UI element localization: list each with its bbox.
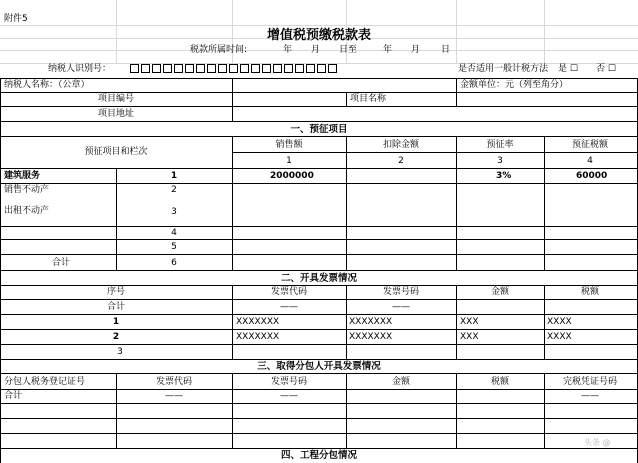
taxpayer-name-label: 纳税人名称：（公章） xyxy=(4,80,90,90)
sub-total-label: 合计 xyxy=(4,391,23,401)
section-prepay-title: 一、预征项目 xyxy=(290,124,348,135)
inv-row1-number[interactable]: XXXXXXX xyxy=(349,317,393,327)
taxpayer-id-digit-box[interactable] xyxy=(229,64,238,73)
taxpayer-id-digit-box[interactable] xyxy=(130,64,139,73)
taxpayer-id-digit-box[interactable] xyxy=(284,64,293,73)
sub-header-code: 发票代码 xyxy=(155,377,193,387)
row-construction-prepaid-tax[interactable]: 60000 xyxy=(576,171,608,181)
prepay-header-label: 预征项目和栏次 xyxy=(84,147,148,157)
taxpayer-id-digit-box[interactable] xyxy=(251,64,260,73)
inv-row1-seq: 1 xyxy=(112,317,120,327)
taxpayer-id-digit-box[interactable] xyxy=(306,64,315,73)
inv-row2-code[interactable]: XXXXXXX xyxy=(236,332,280,342)
col-sales-number: 1 xyxy=(286,156,292,166)
row-total-line: 6 xyxy=(171,258,177,268)
inv-row1-tax[interactable]: XXXX xyxy=(547,317,572,327)
period-day-end: 日 xyxy=(441,45,451,55)
period-day-start: 日至 xyxy=(339,45,358,55)
amount-unit-label: 金额单位：元（列至角分） xyxy=(460,80,569,90)
row-construction-name: 建筑服务 xyxy=(4,171,41,181)
sub-header-reg-no: 分包人税务登记证号 xyxy=(4,377,86,387)
taxpayer-id-digit-box[interactable] xyxy=(317,64,326,73)
row-4-line: 4 xyxy=(171,228,177,238)
inv-header-tax: 税额 xyxy=(580,287,600,297)
taxpayer-id-digit-box[interactable] xyxy=(328,64,337,73)
col-rate-label: 预征率 xyxy=(486,140,514,150)
section-sub-invoices-title: 三、取得分包人开具发票情况 xyxy=(257,361,381,372)
inv-row2-amount[interactable]: XXX xyxy=(460,332,479,342)
sub-total-code-dash: —— xyxy=(165,391,183,401)
sub-header-tax: 税额 xyxy=(490,377,510,387)
general-method-no-checkbox[interactable]: 否 ☐ xyxy=(596,64,616,74)
row-sale-realestate-name: 销售不动产 xyxy=(4,185,50,195)
sub-header-amount: 金额 xyxy=(391,377,411,387)
inv-row2-number[interactable]: XXXXXXX xyxy=(349,332,393,342)
period-label: 税款所属时间: xyxy=(190,45,248,55)
row-rent-realestate-line: 3 xyxy=(171,207,177,217)
taxpayer-id-boxes[interactable] xyxy=(130,64,337,73)
inv-total-label: 合计 xyxy=(106,302,126,312)
inv-row2-tax[interactable]: XXXX xyxy=(547,332,572,342)
inv-header-amount: 金额 xyxy=(490,287,510,297)
watermark: 头条 @ xyxy=(584,438,611,447)
project-name-label: 项目名称 xyxy=(350,94,387,104)
taxpayer-id-digit-box[interactable] xyxy=(141,64,150,73)
taxpayer-id-digit-box[interactable] xyxy=(196,64,205,73)
taxpayer-id-digit-box[interactable] xyxy=(218,64,227,73)
row-construction-rate[interactable]: 3% xyxy=(496,171,512,181)
period-month-start: 月 xyxy=(311,45,321,55)
col-deduction-number: 2 xyxy=(398,156,404,166)
taxpayer-id-digit-box[interactable] xyxy=(295,64,304,73)
taxpayer-id-digit-box[interactable] xyxy=(273,64,282,73)
inv-row2-seq: 2 xyxy=(112,332,120,342)
inv-header-code: 发票代码 xyxy=(270,287,308,297)
project-address-label: 项目地址 xyxy=(98,109,135,119)
inv-row1-amount[interactable]: XXX xyxy=(460,317,479,327)
taxpayer-id-digit-box[interactable] xyxy=(185,64,194,73)
period-year-end: 年 xyxy=(383,45,393,55)
col-deduction-label: 扣除金额 xyxy=(382,140,420,150)
inv-total-code-dash: —— xyxy=(280,302,298,312)
period-month-end: 月 xyxy=(411,45,421,55)
section-subcontract-title: 四、工程分包情况 xyxy=(280,450,358,461)
general-method-label: 是否适用一般计税方法 xyxy=(458,64,549,74)
taxpayer-id-digit-box[interactable] xyxy=(240,64,249,73)
taxpayer-id-digit-box[interactable] xyxy=(207,64,216,73)
sub-total-number-dash: —— xyxy=(280,391,298,401)
sub-total-voucher-dash: —— xyxy=(581,391,599,401)
attachment-label: 附件5 xyxy=(4,14,28,24)
inv-total-number-dash: —— xyxy=(392,302,410,312)
period-year-start: 年 xyxy=(283,45,293,55)
general-method-yes-checkbox[interactable]: 是 ☐ xyxy=(558,64,578,74)
col-prepaid-tax-label: 预征税额 xyxy=(571,140,609,150)
inv-header-number: 发票号码 xyxy=(382,287,420,297)
row-construction-sales[interactable]: 2000000 xyxy=(270,171,314,181)
taxpayer-id-digit-box[interactable] xyxy=(262,64,271,73)
taxpayer-id-digit-box[interactable] xyxy=(163,64,172,73)
inv-row3-seq: 3 xyxy=(117,347,123,357)
row-5-line: 5 xyxy=(171,242,177,252)
section-invoices-title: 二、开具发票情况 xyxy=(280,273,358,284)
sub-header-number: 发票号码 xyxy=(270,377,308,387)
taxpayer-id-label: 纳税人识别号： xyxy=(48,64,112,74)
row-total-name: 合计 xyxy=(52,258,71,268)
project-number-label: 项目编号 xyxy=(98,94,135,104)
col-prepaid-tax-number: 4 xyxy=(587,156,593,166)
row-rent-realestate-name: 出租不动产 xyxy=(4,206,50,216)
col-rate-number: 3 xyxy=(497,156,503,166)
row-construction-line: 1 xyxy=(170,171,178,181)
inv-header-seq: 序号 xyxy=(106,287,126,297)
row-sale-realestate-line: 2 xyxy=(171,185,177,195)
taxpayer-id-digit-box[interactable] xyxy=(174,64,183,73)
taxpayer-id-digit-box[interactable] xyxy=(152,64,161,73)
col-sales-label: 销售额 xyxy=(275,140,303,150)
sub-header-voucher: 完税凭证号码 xyxy=(562,377,618,387)
form-title: 增值税预缴税款表 xyxy=(266,28,372,43)
inv-row1-code[interactable]: XXXXXXX xyxy=(236,317,280,327)
